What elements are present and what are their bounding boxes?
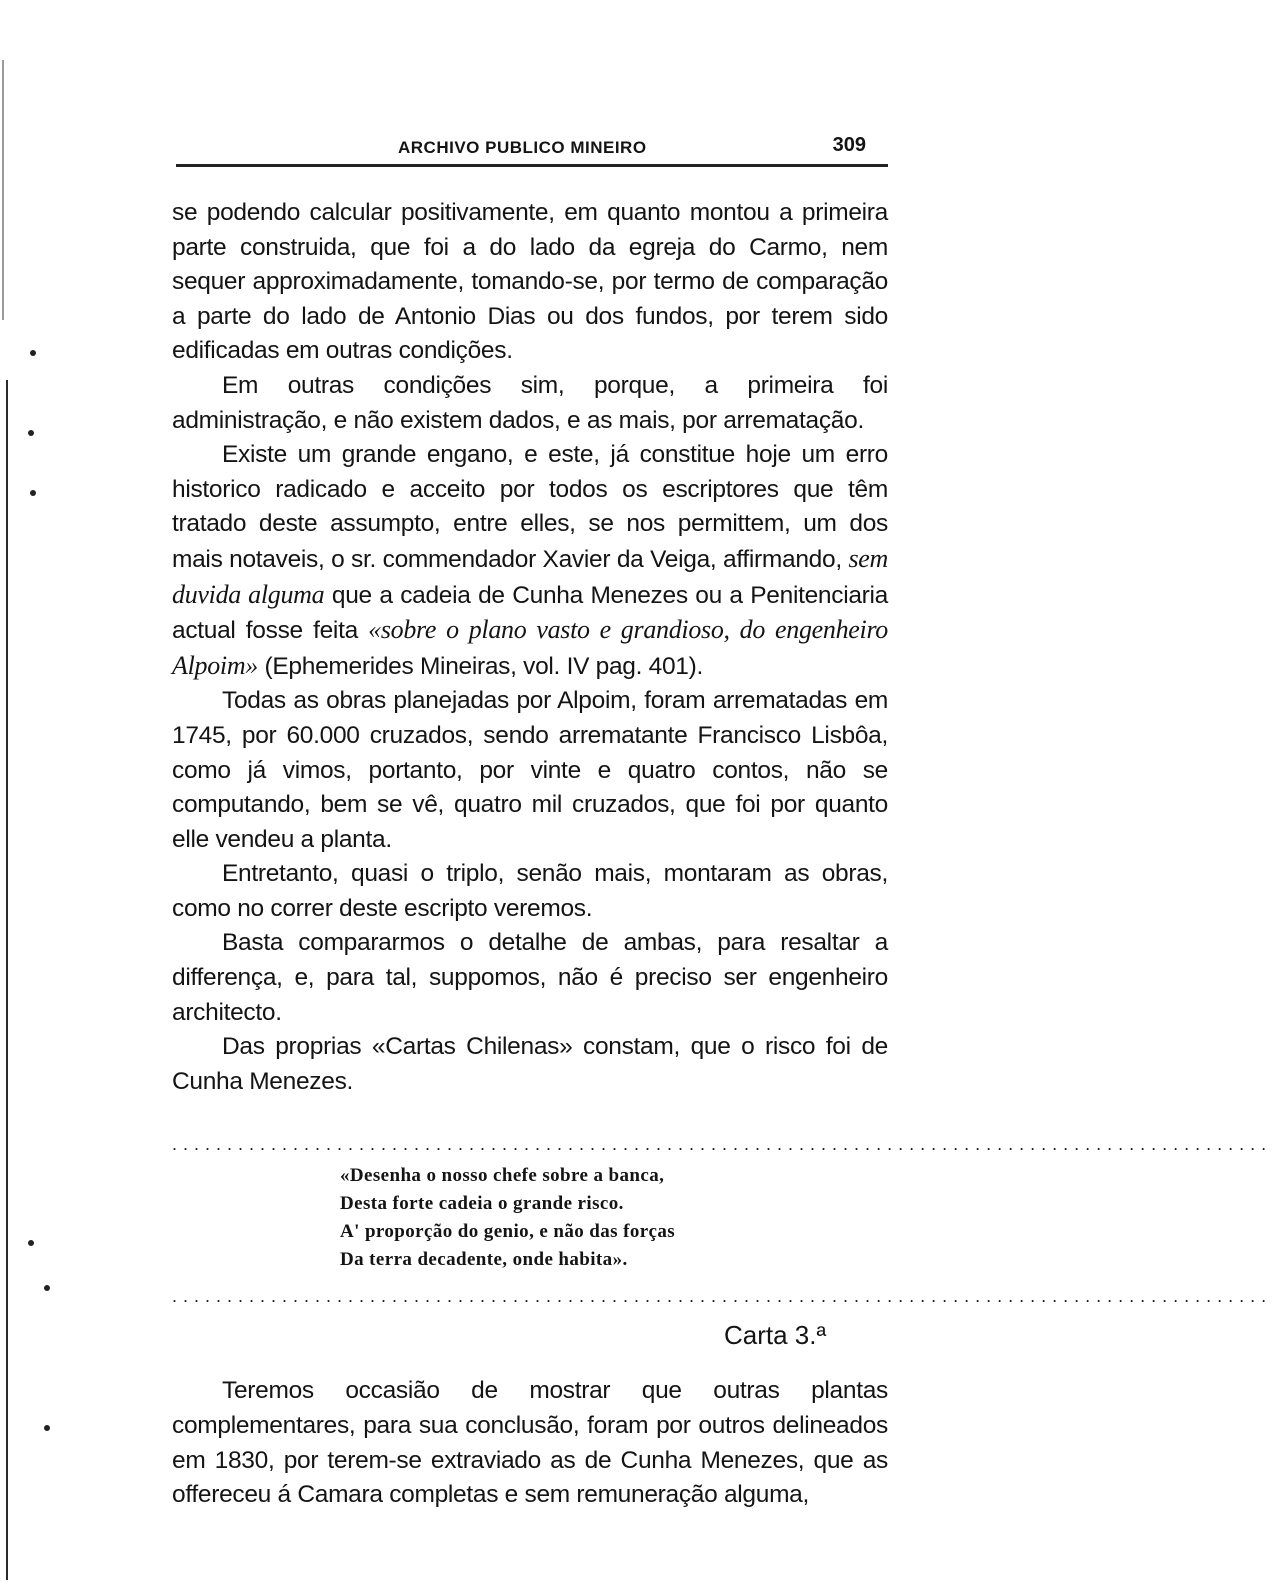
- verse-line: Desta forte cadeia o grande risco.: [340, 1193, 624, 1214]
- paragraph: Basta compararmos o detalhe de ambas, para resaltar a differença, e, para tal, suppomos, não é preciso ser engenheiro architecto.: [172, 929, 888, 1026]
- ink-speck: [44, 1425, 50, 1431]
- closing-text: [172, 1374, 888, 1513]
- italic-phrase: sem duvida alguma: [172, 543, 888, 609]
- ink-speck: [28, 1240, 34, 1246]
- paragraph-text: que a cadeia de Cunha Menezes ou a Penitenciaria actual fosse feita: [172, 581, 888, 645]
- ink-speck: [30, 490, 36, 496]
- paragraph: Entretanto, quasi o triplo, senão mais, montaram as obras, como no correr deste escripto veremos.: [172, 860, 888, 922]
- citation: Carta 3.ª: [724, 1320, 827, 1350]
- verse-line: Da terra decadente, onde habita».: [340, 1249, 628, 1270]
- main-text: [172, 196, 888, 1099]
- paragraph-text: (Ephemerides Mineiras, vol. IV pag. 401).: [258, 652, 703, 680]
- running-title: ARCHIVO PUBLICO MINEIRO: [398, 138, 647, 157]
- ink-speck: [44, 1285, 50, 1291]
- paragraph: Teremos occasião de mostrar que outras plantas complementares, para sua conclusão, foram por outros delineados em 1830, por terem-se extraviado as de Cunha Menezes, que as offereceu á Camara completas e sem remuneração alguma,: [172, 1377, 888, 1509]
- verse-quotation: [340, 1162, 760, 1274]
- ink-speck: [30, 350, 36, 356]
- verse-line: «Desenha o nosso chefe sobre a banca,: [340, 1165, 665, 1186]
- paragraph: Das proprias «Cartas Chilenas» constam, que o risco foi de Cunha Menezes.: [172, 1033, 888, 1095]
- binding-edge-faint: [2, 60, 4, 320]
- binding-edge: [6, 380, 8, 1580]
- dotted-separator-top: ....................................................................................................: [172, 1134, 1272, 1154]
- italic-quote: «sobre o plano vasto e grandioso, do engenheiro Alpoim»: [172, 615, 888, 680]
- page-header: [176, 134, 888, 170]
- paragraph: Todas as obras planejadas por Alpoim, foram arrematadas em 1745, por 60.000 cruzados, sendo arrematante Francisco Lisbôa, como já vimos, portanto, por vinte e quatro contos, não se computando, bem se vê, quatro mil cruzados, que foi por quanto elle vendeu a planta.: [172, 687, 888, 853]
- paragraph: se podendo calcular positivamente, em quanto montou a primeira parte construida, que foi a do lado da egreja do Carmo, nem sequer approximadamente, tomando-se, por termo de comparação a parte do lado de Antonio Dias ou dos fundos, por terem sido edificadas em outras condições.: [172, 199, 888, 365]
- ink-speck: [28, 430, 34, 436]
- page-number: 309: [832, 134, 866, 156]
- paragraph: Em outras condições sim, porque, a primeira foi administração, e não existem dados, e as mais, por arrematação.: [172, 371, 888, 434]
- header-rule: [176, 164, 888, 170]
- verse-line: A' proporção do genio, e não das forças: [340, 1221, 676, 1242]
- paragraph: [172, 438, 888, 684]
- paragraph-text: Existe um grande engano, e este, já constitue hoje um erro historico radicado e acceito por todos os escriptores que têm tratado deste assumpto, entre elles, se nos permittem, um dos mais notaveis, o sr. commendador Xavier da Veiga, affirmando,: [172, 441, 888, 573]
- dotted-separator-bottom: ....................................................................................................: [172, 1286, 1272, 1306]
